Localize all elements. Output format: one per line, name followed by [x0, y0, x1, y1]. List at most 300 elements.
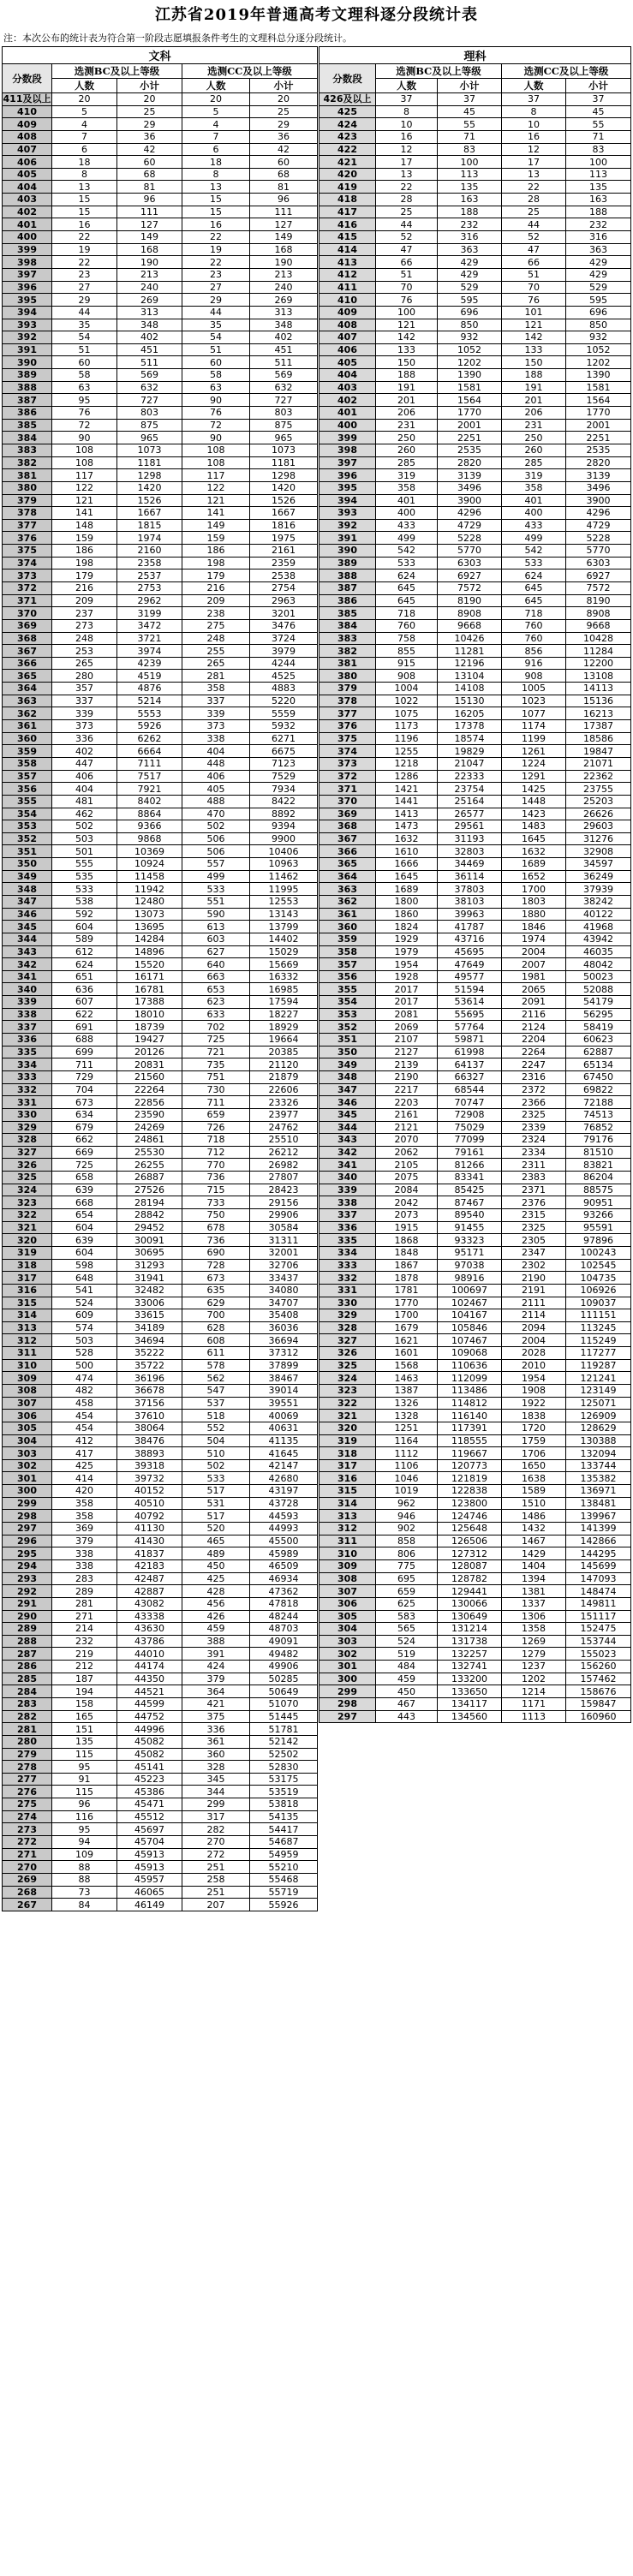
table-row	[3, 1673, 318, 1685]
cc-count-cell: 1645	[502, 832, 566, 845]
table-row	[319, 130, 631, 143]
bc-total-cell: 2160	[117, 545, 182, 558]
table-row	[3, 1886, 318, 1899]
bc-total-cell: 4239	[117, 657, 182, 670]
bc-count-cell: 1632	[376, 832, 438, 845]
bc-count-cell: 232	[52, 1635, 117, 1648]
bc-total-cell: 42487	[117, 1572, 182, 1585]
bc-count-cell: 725	[52, 1159, 117, 1172]
bc-count-cell: 858	[376, 1535, 438, 1547]
cc-count-cell: 424	[182, 1661, 250, 1673]
cc-count-cell: 1113	[502, 1710, 566, 1723]
cc-total-cell: 93266	[566, 1209, 631, 1222]
bc-count-cell: 76	[52, 407, 117, 420]
score-cell: 316	[319, 1472, 376, 1485]
cc-total-cell: 54687	[250, 1836, 318, 1849]
cc-count-cell: 345	[182, 1773, 250, 1786]
bc-total-cell: 133650	[438, 1685, 502, 1698]
table-row	[319, 381, 631, 394]
cc-total-cell: 67450	[566, 1070, 631, 1083]
cc-total-cell: 33437	[250, 1272, 318, 1285]
cc-count-cell: 499	[182, 870, 250, 883]
table-row	[319, 256, 631, 269]
cc-count-cell: 23	[182, 268, 250, 281]
table-row	[3, 707, 318, 720]
cc-total-cell: 119287	[566, 1359, 631, 1372]
bc-count-cell: 2069	[376, 1021, 438, 1034]
cc-count-cell: 150	[502, 356, 566, 369]
bc-count-cell: 27	[52, 281, 117, 294]
cc-total-cell: 74513	[566, 1108, 631, 1121]
bc-total-cell: 134560	[438, 1710, 502, 1723]
cc-count-cell: 2325	[502, 1221, 566, 1234]
bc-count-cell: 688	[52, 1034, 117, 1046]
cc-count-cell: 2010	[502, 1359, 566, 1372]
bc-total-cell: 34694	[117, 1334, 182, 1347]
score-cell: 396	[319, 469, 376, 482]
bc-count-cell: 662	[52, 1134, 117, 1147]
score-cell: 425	[319, 105, 376, 118]
cc-total-cell: 22606	[250, 1083, 318, 1096]
bc-total-cell: 22333	[438, 770, 502, 783]
bc-total-cell: 32803	[438, 845, 502, 858]
cc-count-cell: 1510	[502, 1497, 566, 1510]
bc-total-cell: 269	[117, 294, 182, 307]
cc-count-cell: 400	[502, 507, 566, 520]
bc-total-cell: 188	[438, 206, 502, 218]
table-row	[3, 1798, 318, 1811]
score-cell: 389	[3, 369, 52, 382]
cc-count-cell: 66	[502, 256, 566, 269]
bc-total-cell: 20	[117, 93, 182, 106]
cc-total-cell: 31311	[250, 1234, 318, 1247]
table-row	[319, 1121, 631, 1134]
table-row	[3, 1034, 318, 1046]
table-row	[319, 1372, 631, 1385]
score-cell: 311	[319, 1535, 376, 1547]
cc-total-cell: 38467	[250, 1372, 318, 1385]
bc-count-cell: 35	[52, 319, 117, 331]
bc-total-cell: 240	[117, 281, 182, 294]
table-row	[319, 1209, 631, 1222]
score-cell: 368	[3, 632, 52, 645]
bc-total-cell: 113486	[438, 1384, 502, 1397]
score-cell: 354	[319, 996, 376, 1009]
table-row	[319, 218, 631, 231]
bc-count-cell: 25	[376, 206, 438, 218]
bc-count-cell: 425	[52, 1459, 117, 1472]
bc-count-cell: 400	[376, 507, 438, 520]
cc-count-cell: 299	[182, 1798, 250, 1811]
cc-total-cell: 269	[250, 294, 318, 307]
bc-count-cell: 412	[52, 1434, 117, 1447]
score-cell: 298	[3, 1510, 52, 1523]
bc-total-cell: 43338	[117, 1610, 182, 1623]
cc-total-cell: 10428	[566, 632, 631, 645]
bc-count-cell: 2139	[376, 1058, 438, 1071]
cc-total-cell: 12553	[250, 896, 318, 909]
cc-total-cell: 5228	[566, 532, 631, 545]
cc-total-cell: 49906	[250, 1661, 318, 1673]
cc-total-cell: 28423	[250, 1184, 318, 1196]
bc-total-cell: 34469	[438, 858, 502, 871]
cc-total-cell: 22362	[566, 770, 631, 783]
table-row	[3, 808, 318, 820]
cc-total-cell: 29	[250, 118, 318, 131]
bc-count-cell: 639	[52, 1184, 117, 1196]
cc-total-cell: 1390	[566, 369, 631, 382]
bc-total-cell: 5926	[117, 720, 182, 733]
bc-count-cell: 604	[52, 1246, 117, 1259]
table-row	[3, 1648, 318, 1661]
table-row	[3, 1761, 318, 1774]
score-cell: 312	[319, 1523, 376, 1535]
score-cell: 317	[3, 1272, 52, 1285]
cc-total-cell: 102545	[566, 1259, 631, 1272]
score-cell: 284	[3, 1685, 52, 1698]
bc-count-cell: 63	[52, 381, 117, 394]
bc-count-cell: 231	[376, 419, 438, 432]
score-cell: 406	[3, 156, 52, 169]
table-row	[3, 1096, 318, 1109]
table-row	[3, 331, 318, 344]
table-row	[319, 1034, 631, 1046]
bc-total-cell: 190	[117, 256, 182, 269]
cc-total-cell: 130388	[566, 1434, 631, 1447]
table-row	[319, 481, 631, 494]
score-cell: 423	[319, 130, 376, 143]
cc-count-cell: 2190	[502, 1272, 566, 1285]
cc-total-cell: 48703	[250, 1623, 318, 1636]
cc-total-cell: 14402	[250, 933, 318, 945]
table-row	[3, 1597, 318, 1610]
bc-count-cell: 624	[52, 958, 117, 971]
bc-count-cell: 679	[52, 1121, 117, 1134]
cc-count-cell: 1632	[502, 845, 566, 858]
cc-count-cell: 562	[182, 1372, 250, 1385]
bc-total-cell: 168	[117, 243, 182, 256]
cc-total-cell: 1526	[250, 494, 318, 507]
cc-total-cell: 83	[566, 143, 631, 156]
table-row	[3, 983, 318, 996]
bc-count-cell: 454	[52, 1410, 117, 1422]
score-cell: 381	[3, 469, 52, 482]
score-cell: 398	[319, 444, 376, 456]
score-cell: 361	[3, 720, 52, 733]
bc-total-cell: 12480	[117, 896, 182, 909]
table-row	[319, 1698, 631, 1711]
cc-count-cell: 433	[502, 519, 566, 532]
bc-total-cell: 119667	[438, 1447, 502, 1460]
cc-total-cell: 36036	[250, 1321, 318, 1334]
bc-count-cell: 2042	[376, 1196, 438, 1209]
cc-total-cell: 727	[250, 394, 318, 407]
cc-count-cell: 149	[182, 519, 250, 532]
table-row	[319, 945, 631, 958]
score-cell: 345	[3, 921, 52, 933]
bc-total-cell: 10924	[117, 858, 182, 871]
bc-count-cell: 198	[52, 557, 117, 569]
table-row	[3, 996, 318, 1009]
bc-total-cell: 5770	[438, 545, 502, 558]
cc-total-cell: 126909	[566, 1410, 631, 1422]
cc-total-cell: 17594	[250, 996, 318, 1009]
cc-count-cell: 90	[182, 394, 250, 407]
cc-count-cell: 518	[182, 1410, 250, 1422]
cc-total-cell: 159847	[566, 1698, 631, 1711]
score-cell: 352	[3, 832, 52, 845]
bc-count-cell: 462	[52, 808, 117, 820]
cc-total-cell: 52830	[250, 1761, 318, 1774]
bc-count-cell: 622	[52, 1008, 117, 1021]
bc-count-cell: 612	[52, 945, 117, 958]
wenke-cc-group-header: 选测CC及以上等级	[182, 64, 318, 79]
bc-count-cell: 454	[52, 1422, 117, 1434]
score-cell: 358	[3, 757, 52, 770]
cc-total-cell: 81510	[566, 1146, 631, 1159]
bc-count-cell: 289	[52, 1585, 117, 1598]
score-cell: 323	[3, 1196, 52, 1209]
bc-total-cell: 91455	[438, 1221, 502, 1234]
cc-count-cell: 1381	[502, 1585, 566, 1598]
bc-count-cell: 206	[376, 407, 438, 420]
bc-total-cell: 45386	[117, 1786, 182, 1798]
bc-count-cell: 1666	[376, 858, 438, 871]
cc-total-cell: 8892	[250, 808, 318, 820]
table-row	[319, 356, 631, 369]
cc-count-cell: 730	[182, 1083, 250, 1096]
cc-count-cell: 2371	[502, 1184, 566, 1196]
table-row	[319, 883, 631, 896]
bc-count-cell: 533	[376, 557, 438, 569]
cc-count-cell: 63	[182, 381, 250, 394]
cc-count-cell: 250	[502, 432, 566, 444]
bc-count-cell: 1601	[376, 1347, 438, 1360]
table-row	[3, 1347, 318, 1360]
cc-total-cell: 8422	[250, 795, 318, 808]
bc-count-cell: 70	[376, 281, 438, 294]
cc-total-cell: 4729	[566, 519, 631, 532]
table-row	[3, 1735, 318, 1748]
bc-total-cell: 36114	[438, 870, 502, 883]
bc-total-cell: 1974	[117, 532, 182, 545]
bc-total-cell: 93323	[438, 1234, 502, 1247]
cc-count-cell: 2372	[502, 1083, 566, 1096]
cc-count-cell: 117	[182, 469, 250, 482]
table-row	[3, 294, 318, 307]
table-row	[319, 1559, 631, 1572]
bc-count-cell: 51	[376, 268, 438, 281]
cc-count-cell: 361	[182, 1735, 250, 1748]
cc-count-cell: 916	[502, 657, 566, 670]
cc-total-cell: 160960	[566, 1710, 631, 1723]
score-cell: 320	[319, 1422, 376, 1434]
table-row	[319, 1297, 631, 1309]
bc-total-cell: 37	[438, 93, 502, 106]
bc-total-cell: 129441	[438, 1585, 502, 1598]
cc-count-cell: 1922	[502, 1397, 566, 1410]
score-cell: 277	[3, 1773, 52, 1786]
cc-total-cell: 50649	[250, 1685, 318, 1698]
table-row	[3, 281, 318, 294]
bc-count-cell: 2062	[376, 1146, 438, 1159]
bc-count-cell: 1860	[376, 908, 438, 921]
score-cell: 421	[319, 156, 376, 169]
cc-count-cell: 629	[182, 1297, 250, 1309]
score-cell: 344	[3, 933, 52, 945]
cc-count-cell: 725	[182, 1034, 250, 1046]
table-row	[319, 1434, 631, 1447]
score-cell: 364	[3, 683, 52, 695]
score-cell: 300	[319, 1673, 376, 1685]
table-row	[3, 1272, 318, 1285]
table-row	[319, 1710, 631, 1723]
cc-count-cell: 206	[502, 407, 566, 420]
table-row	[3, 1459, 318, 1472]
bc-count-cell: 704	[52, 1083, 117, 1096]
cc-count-cell: 1720	[502, 1422, 566, 1434]
cc-count-cell: 336	[182, 1723, 250, 1736]
table-row	[319, 1547, 631, 1560]
cc-total-cell: 156260	[566, 1661, 631, 1673]
score-cell: 313	[319, 1510, 376, 1523]
bc-count-cell: 718	[376, 607, 438, 620]
cc-total-cell: 10963	[250, 858, 318, 871]
cc-total-cell: 14113	[566, 683, 631, 695]
cc-count-cell: 27	[182, 281, 250, 294]
bc-count-cell: 165	[52, 1710, 117, 1723]
bc-count-cell: 589	[52, 933, 117, 945]
bc-total-cell: 28194	[117, 1196, 182, 1209]
score-cell: 403	[319, 381, 376, 394]
bc-count-cell: 555	[52, 858, 117, 871]
score-cell: 344	[319, 1121, 376, 1134]
cc-total-cell: 55926	[250, 1899, 318, 1911]
table-row	[3, 1661, 318, 1673]
cc-total-cell: 1770	[566, 407, 631, 420]
bc-total-cell: 95171	[438, 1246, 502, 1259]
cc-count-cell: 557	[182, 858, 250, 871]
bc-count-cell: 108	[52, 456, 117, 469]
bc-count-cell: 414	[52, 1472, 117, 1485]
score-cell: 387	[319, 581, 376, 594]
table-row	[3, 1083, 318, 1096]
score-cell: 308	[319, 1572, 376, 1585]
bc-total-cell: 24269	[117, 1121, 182, 1134]
bc-count-cell: 758	[376, 632, 438, 645]
table-row	[319, 594, 631, 607]
tables-area	[0, 46, 633, 2573]
cc-total-cell: 44593	[250, 1510, 318, 1523]
bc-count-cell: 219	[52, 1648, 117, 1661]
bc-count-cell: 420	[52, 1485, 117, 1498]
table-row	[3, 1422, 318, 1434]
cc-total-cell: 190	[250, 256, 318, 269]
cc-total-cell: 2538	[250, 569, 318, 582]
bc-total-cell: 850	[438, 319, 502, 331]
cc-total-cell: 45989	[250, 1547, 318, 1560]
bc-total-cell: 124746	[438, 1510, 502, 1523]
bc-count-cell: 1800	[376, 896, 438, 909]
cc-total-cell: 34080	[250, 1284, 318, 1297]
cc-count-cell: 502	[182, 1459, 250, 1472]
cc-total-cell: 20	[250, 93, 318, 106]
bc-total-cell: 83341	[438, 1172, 502, 1184]
cc-count-cell: 2366	[502, 1096, 566, 1109]
cc-count-cell: 733	[182, 1196, 250, 1209]
table-row	[319, 820, 631, 833]
cc-total-cell: 5932	[250, 720, 318, 733]
score-cell: 364	[319, 870, 376, 883]
bc-total-cell: 36678	[117, 1384, 182, 1397]
bc-total-cell: 118555	[438, 1434, 502, 1447]
table-row	[3, 143, 318, 156]
table-row	[3, 243, 318, 256]
cc-count-cell: 533	[182, 883, 250, 896]
table-row	[3, 1434, 318, 1447]
cc-total-cell: 113	[566, 168, 631, 181]
cc-total-cell: 127	[250, 218, 318, 231]
table-row	[3, 444, 318, 456]
cc-total-cell: 965	[250, 432, 318, 444]
cc-count-cell: 421	[182, 1698, 250, 1711]
cc-count-cell: 645	[502, 581, 566, 594]
table-row	[3, 432, 318, 444]
score-cell: 351	[3, 845, 52, 858]
table-row	[3, 507, 318, 520]
bc-total-cell: 25164	[438, 795, 502, 808]
cc-count-cell: 391	[182, 1648, 250, 1661]
score-cell: 408	[3, 130, 52, 143]
cc-total-cell: 60623	[566, 1034, 631, 1046]
cc-count-cell: 13	[182, 181, 250, 194]
cc-count-cell: 728	[182, 1259, 250, 1272]
cc-total-cell: 163	[566, 194, 631, 206]
bc-count-cell: 15	[52, 194, 117, 206]
cc-count-cell: 456	[182, 1597, 250, 1610]
table-row	[319, 983, 631, 996]
cc-count-cell: 700	[182, 1309, 250, 1322]
table-row	[319, 206, 631, 218]
bc-total-cell: 1667	[117, 507, 182, 520]
bc-count-cell: 6	[52, 143, 117, 156]
table-row	[319, 331, 631, 344]
cc-total-cell: 76852	[566, 1121, 631, 1134]
bc-count-cell: 72	[52, 419, 117, 432]
bc-count-cell: 273	[52, 619, 117, 632]
cc-count-cell: 198	[182, 557, 250, 569]
bc-count-cell: 253	[52, 645, 117, 658]
bc-count-cell: 2203	[376, 1096, 438, 1109]
bc-count-cell: 28	[376, 194, 438, 206]
bc-count-cell: 458	[52, 1397, 117, 1410]
bc-count-cell: 8	[52, 168, 117, 181]
bc-count-cell: 1878	[376, 1272, 438, 1285]
score-cell: 398	[3, 256, 52, 269]
cc-count-cell: 328	[182, 1761, 250, 1774]
cc-count-cell: 2204	[502, 1034, 566, 1046]
cc-count-cell: 186	[182, 545, 250, 558]
score-cell: 336	[319, 1221, 376, 1234]
cc-count-cell: 2004	[502, 1334, 566, 1347]
cc-total-cell: 12200	[566, 657, 631, 670]
score-cell: 280	[3, 1735, 52, 1748]
cc-total-cell: 529	[566, 281, 631, 294]
bc-count-cell: 1164	[376, 1434, 438, 1447]
note-text: 注：本次公布的统计表为符合第一阶段志愿填报条件考生的文理科总分逐分段统计。	[3, 33, 352, 44]
bc-count-cell: 116	[52, 1810, 117, 1823]
bc-count-cell: 604	[52, 921, 117, 933]
